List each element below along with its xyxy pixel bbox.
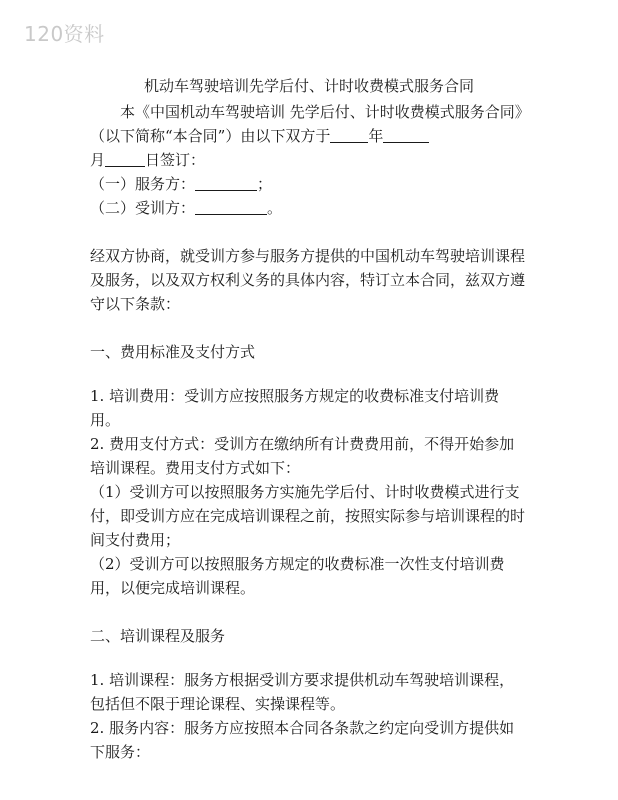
year-blank: [330, 126, 368, 143]
section2-item2: 2. 服务内容：服务方应按照本合同各条款之约定向受训方提供如下服务：: [90, 719, 515, 761]
service-label: （一）服务方：: [90, 175, 196, 193]
section2-item1: 1. 培训课程：服务方根据受训方要求提供机动车驾驶培训课程，包括但不限于理论课程、实操课程等。: [90, 671, 515, 713]
section1-item1: 1. 培训费用：受训方应按照服务方规定的收费标准支付培训费用。: [90, 387, 500, 429]
month-blank: [383, 126, 429, 143]
service-blank: [195, 174, 257, 191]
section1-item2: 2. 费用支付方式：受训方在缴纳所有计费费用前，不得开始参加培训课程。费用支付方式如下：: [90, 435, 515, 477]
trainee-end: 。: [267, 199, 283, 217]
service-end: ；: [257, 175, 273, 193]
watermark: 120资料: [24, 22, 105, 46]
party-trainee: [90, 196, 528, 220]
section1-sub2: （2）受训方可以按照服务方规定的收费标准一次性支付培训费用，以便完成培训课程。: [90, 555, 505, 597]
intro-paragraph: [90, 100, 528, 172]
intro-text: 本《中国机动车驾驶培训 先学后付、计时收费模式服务合同》（以下简称“本合同”）由以下双方于: [90, 103, 523, 145]
year-label: 年: [368, 127, 384, 145]
document-title: 机动车驾驶培训先学后付、计时收费模式服务合同: [143, 77, 474, 95]
document-body: [90, 100, 528, 764]
trainee-blank: [195, 198, 267, 215]
day-label: 日签订：: [145, 151, 206, 169]
preamble: 经双方协商，就受训方参与服务方提供的中国机动车驾驶培训课程及服务，以及双方权利义务的具体内容，特订立本合同，兹双方遵守以下条款：: [90, 247, 526, 313]
day-blank: [105, 150, 145, 167]
trainee-label: （二）受训方：: [90, 199, 196, 217]
party-service: [90, 172, 528, 196]
month-label: 月: [90, 151, 106, 169]
section1-heading: 一、费用标准及支付方式: [90, 343, 256, 361]
section1-sub1: （1）受训方可以按照服务方实施先学后付、计时收费模式进行支付，即受训方应在完成培训课程之前，按照实际参与培训课程的时间支付费用；: [90, 483, 526, 549]
section2-heading: 二、培训课程及服务: [90, 627, 226, 645]
